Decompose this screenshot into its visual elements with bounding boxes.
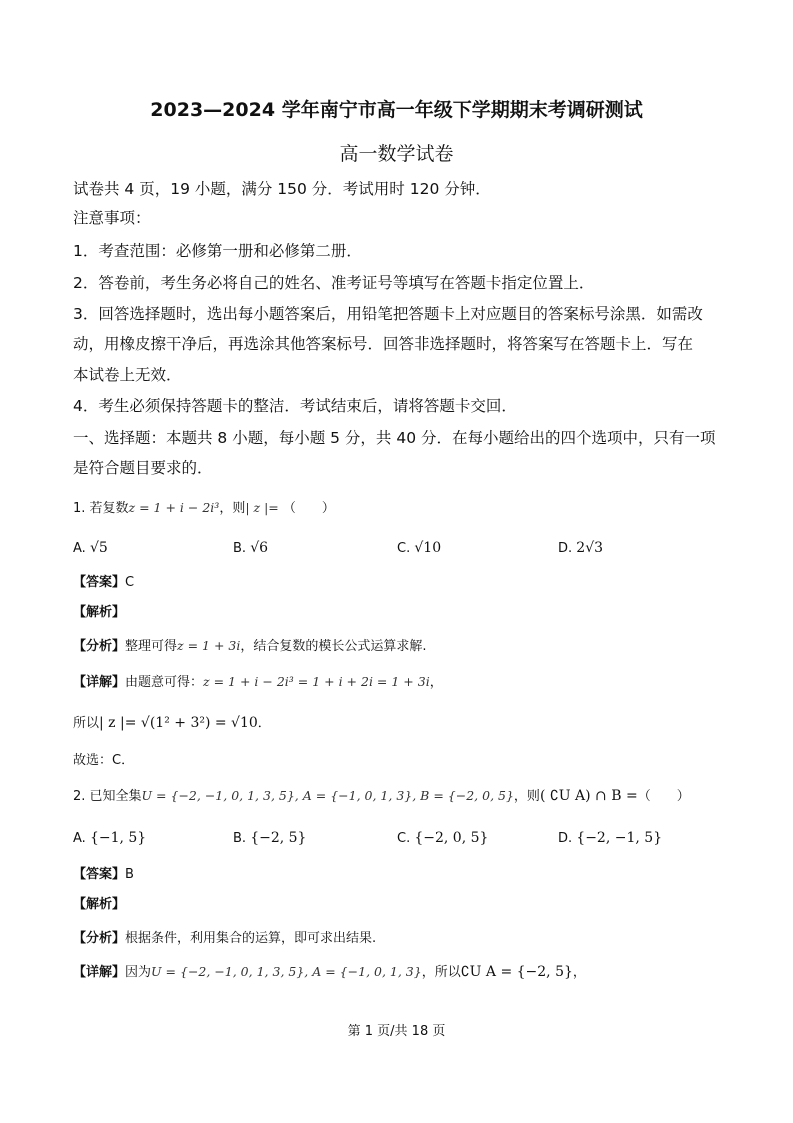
exam-subtitle: 高一数学试卷 [339, 143, 454, 165]
q1-option-c: C. √10 [397, 540, 442, 556]
q2-option-a: A. {−1, 5} [73, 830, 147, 846]
question-1-stem: 1. 若复数z = 1 + i − 2i³，则| z |= （ ） [73, 500, 335, 516]
exam-info: 试卷共 4 页，19 小题，满分 150 分．考试用时 120 分钟． [73, 180, 491, 198]
q1-option-a: A. √5 [73, 540, 108, 556]
title-year: 2023—2024 [150, 99, 276, 121]
q1-detail: 【详解】由题意可得：z = 1 + i − 2i³ = 1 + i + 2i = 1 + 3i， [73, 674, 443, 690]
q2-option-d: D. {−2, −1, 5} [558, 830, 663, 846]
q2-formula-complement: ( ∁U A) ∩ B = [539, 788, 638, 804]
note-3-line-2: 动，用橡皮擦干净后，再选涂其他答案标号．回答非选择题时，将答案写在答题卡上．写在 [73, 335, 694, 353]
note-4: 4．考生必须保持答题卡的整洁．考试结束后，请将答题卡交回． [73, 397, 517, 415]
q1-option-b: B. √6 [233, 540, 269, 556]
q2-analysis-label: 【解析】 [73, 897, 126, 912]
q1-analysis-label: 【解析】 [73, 605, 126, 620]
q2-detail: 【详解】因为U = {−2, −1, 0, 1, 3, 5}, A = {−1, 0, 1, 3}，所以∁U A = {−2, 5}， [73, 964, 586, 980]
title-text: 学年南宁市高一年级下学期期末考调研测试 [281, 99, 643, 121]
section-1-line-2: 是符合题目要求的． [73, 459, 213, 477]
q1-option-d: D. 2√3 [558, 540, 604, 556]
question-2-stem: 2. 已知全集U = {−2, −1, 0, 1, 3, 5}, A = {−1, 0, 1, 3}, B = {−2, 0, 5}，则( ∁U A) ∩ B =（ ） [73, 788, 690, 804]
note-1: 1．考查范围：必修第一册和必修第二册． [73, 242, 362, 260]
exam-title [0, 96, 793, 124]
q1-choice: 故选：C． [73, 753, 135, 768]
note-3-line-3: 本试卷上无效． [73, 366, 182, 384]
section-1-line-1: 一、选择题：本题共 8 小题，每小题 5 分，共 40 分．在每小题给出的四个选项中，只有一项 [73, 429, 716, 447]
q2-option-c: C. {−2, 0, 5} [397, 830, 489, 846]
q2-fenxi: 【分析】根据条件，利用集合的运算，即可求出结果. [73, 931, 377, 946]
q1-formula: z = 1 + i − 2i³ [128, 500, 220, 515]
q2-formula-sets: U = {−2, −1, 0, 1, 3, 5}, A = {−1, 0, 1, 3}, B = {−2, 0, 5} [141, 788, 514, 803]
q1-formula-modulus: | z |= [245, 500, 279, 515]
q1-so: 所以| z |= √(1² + 3²) = √10． [73, 715, 271, 731]
page-footer: 第 1 页/共 18 页 [347, 1024, 446, 1039]
q2-answer: 【答案】B [73, 867, 134, 882]
note-2: 2．答卷前，考生务必将自己的姓名、准考证号等填写在答题卡指定位置上． [73, 274, 595, 292]
q1-fenxi: 【分析】整理可得z = 1 + 3i，结合复数的模长公式运算求解. [73, 638, 427, 654]
q2-option-b: B. {−2, 5} [233, 830, 307, 846]
notes-heading: 注意事项： [73, 209, 151, 227]
note-3-line-1: 3．回答选择题时，选出每小题答案后，用铅笔把答题卡上对应题目的答案标号涂黑．如需改 [73, 305, 703, 323]
q1-answer: 【答案】C [73, 575, 135, 590]
